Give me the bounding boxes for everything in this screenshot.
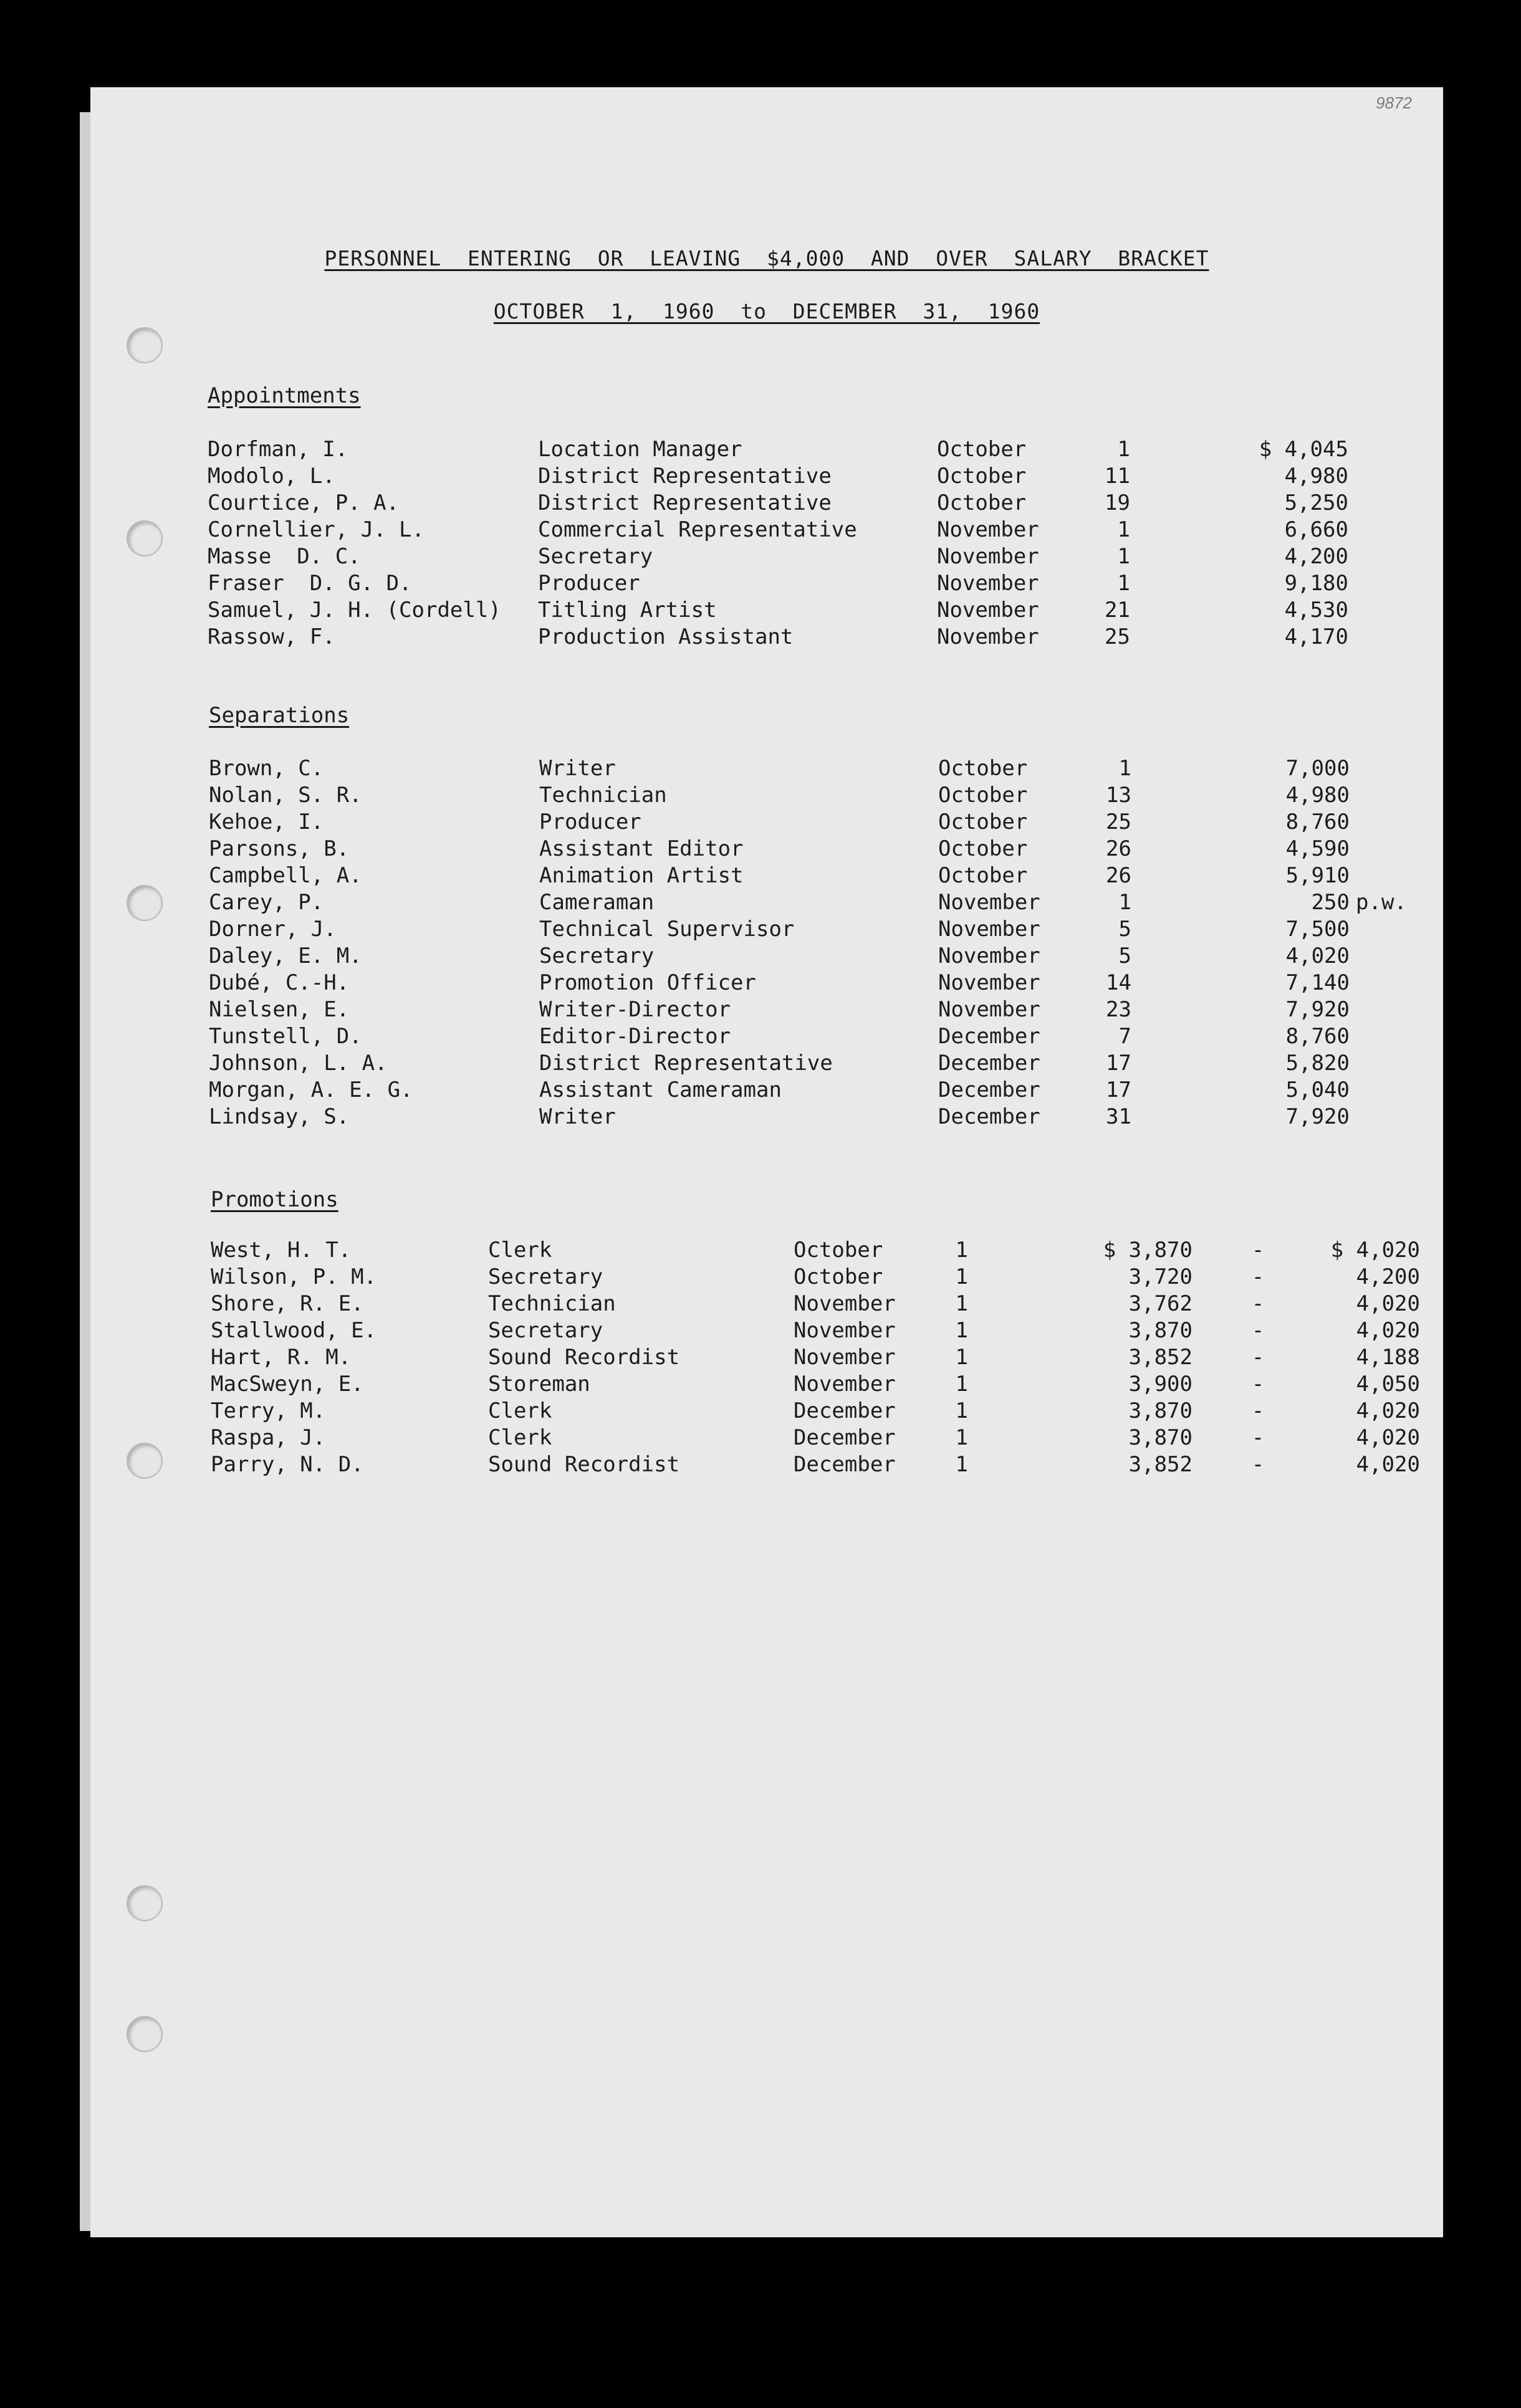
- appointments-position: Location Manager: [538, 437, 742, 462]
- separations-row: [209, 755, 1456, 782]
- archive-number: 9872: [1376, 93, 1412, 112]
- promotions-salary-from: 3,762: [1128, 1291, 1192, 1316]
- separations-month: November: [938, 890, 1040, 915]
- separations-position: Animation Artist: [539, 863, 744, 888]
- separations-salary: 8,760: [1285, 1024, 1350, 1049]
- separations-month: October: [938, 783, 1028, 808]
- separations-salary: 7,140: [1285, 970, 1350, 995]
- appointments-row: [208, 517, 1454, 543]
- appointments-salary: 6,660: [1284, 517, 1348, 542]
- separations-month: October: [938, 863, 1028, 888]
- promotions-name: Wilson, P. M.: [211, 1264, 377, 1289]
- promotions-salary-dash: -: [1251, 1398, 1265, 1423]
- separations-name: Johnson, L. A.: [209, 1051, 388, 1076]
- separations-row: [209, 862, 1456, 889]
- promotions-salary-dash: -: [1251, 1372, 1265, 1397]
- promotions-row: [211, 1398, 1457, 1425]
- separations-month: December: [938, 1051, 1040, 1076]
- separations-month: December: [938, 1104, 1040, 1129]
- promotions-salary-from: 3,870: [1128, 1318, 1192, 1343]
- separations-name: Parsons, B.: [209, 836, 350, 861]
- promotions-name: Parry, N. D.: [211, 1452, 364, 1477]
- promotions-position: Storeman: [488, 1372, 590, 1397]
- separations-row: [209, 1104, 1456, 1130]
- separations-name: Nolan, S. R.: [209, 783, 362, 808]
- appointments-position: Production Assistant: [538, 624, 794, 649]
- binder-hole-2: [127, 520, 163, 557]
- promotions-salary-dash: -: [1251, 1345, 1265, 1370]
- promotions-position: Clerk: [488, 1425, 552, 1450]
- separations-day: 26: [1106, 863, 1131, 888]
- separations-position: Producer: [539, 810, 641, 834]
- separations-day: 13: [1106, 783, 1131, 808]
- separations-row: [209, 809, 1456, 836]
- appointments-position: District Representative: [538, 490, 832, 515]
- promotions-salary-to: 4,020: [1356, 1291, 1420, 1316]
- separations-salary: 5,910: [1285, 863, 1350, 888]
- appointments-month: October: [937, 437, 1027, 462]
- separations-name: Morgan, A. E. G.: [209, 1077, 413, 1102]
- binder-hole-5: [127, 1885, 163, 1921]
- separations-day: 17: [1106, 1051, 1131, 1076]
- separations-day: 14: [1106, 970, 1131, 995]
- separations-month: December: [938, 1024, 1040, 1049]
- promotions-salary-dash: -: [1251, 1318, 1265, 1343]
- promotions-day: 1: [955, 1452, 968, 1477]
- promotions-day: 1: [955, 1345, 968, 1370]
- promotions-month: November: [794, 1318, 896, 1343]
- separations-name: Brown, C.: [209, 756, 324, 781]
- appointments-salary: 4,170: [1284, 624, 1348, 649]
- promotions-salary-to: $ 4,020: [1330, 1238, 1420, 1263]
- promotions-name: Shore, R. E.: [211, 1291, 364, 1316]
- separations-name: Carey, P.: [209, 890, 324, 915]
- separations-position: Writer: [539, 1104, 616, 1129]
- appointments-name: Modolo, L.: [208, 464, 335, 489]
- separations-salary: 4,020: [1285, 944, 1350, 968]
- separations-day: 7: [1118, 1024, 1131, 1049]
- separations-month: November: [938, 917, 1040, 942]
- separations-month: October: [938, 836, 1028, 861]
- promotions-day: 1: [955, 1291, 968, 1316]
- separations-row: [209, 836, 1456, 862]
- promotions-title: Promotions: [211, 1187, 338, 1212]
- separations-salary: 8,760: [1285, 810, 1350, 834]
- appointments-name: Samuel, J. H. (Cordell): [208, 598, 501, 623]
- binder-hole-3: [127, 885, 163, 921]
- separations-salary: 5,820: [1285, 1051, 1350, 1076]
- separations-position: Secretary: [539, 944, 655, 968]
- appointments-name: Rassow, F.: [208, 624, 335, 649]
- promotions-row: [211, 1237, 1457, 1264]
- appointments-title: Appointments: [208, 383, 361, 408]
- separations-day: 1: [1118, 756, 1131, 781]
- separations-name: Nielsen, E.: [209, 997, 350, 1022]
- promotions-name: MacSweyn, E.: [211, 1372, 364, 1397]
- separations-name: Campbell, A.: [209, 863, 362, 888]
- appointments-row: [208, 490, 1454, 517]
- promotions-month: October: [794, 1238, 883, 1263]
- separations-row: [209, 1077, 1456, 1104]
- appointments-row: [208, 436, 1454, 463]
- separations-month: November: [938, 997, 1040, 1022]
- separations-position: Assistant Editor: [539, 836, 744, 861]
- appointments-name: Masse D. C.: [208, 544, 361, 569]
- promotions-month: November: [794, 1345, 896, 1370]
- appointments-row: [208, 597, 1454, 624]
- appointments-position: Titling Artist: [538, 598, 717, 623]
- appointments-salary: 4,530: [1284, 598, 1348, 623]
- separations-row: [209, 970, 1456, 996]
- promotions-name: Terry, M.: [211, 1398, 326, 1423]
- promotions-salary-dash: -: [1251, 1452, 1265, 1477]
- promotions-position: Secretary: [488, 1318, 603, 1343]
- promotions-month: December: [794, 1425, 896, 1450]
- appointments-row: [208, 463, 1454, 490]
- document-date-range: OCTOBER 1, 1960 to DECEMBER 31, 1960: [493, 299, 1040, 323]
- promotions-salary-from: 3,870: [1128, 1425, 1192, 1450]
- promotions-name: Raspa, J.: [211, 1425, 326, 1450]
- promotions-salary-to: 4,020: [1356, 1425, 1420, 1450]
- promotions-month: November: [794, 1291, 896, 1316]
- promotions-position: Sound Recordist: [488, 1452, 680, 1477]
- appointments-position: Producer: [538, 571, 640, 596]
- binder-hole-6: [127, 2016, 163, 2052]
- promotions-salary-dash: -: [1251, 1425, 1265, 1450]
- appointments-month: October: [937, 464, 1027, 489]
- separations-day: 5: [1118, 917, 1131, 942]
- appointments-name: Fraser D. G. D.: [208, 571, 412, 596]
- promotions-salary-to: 4,020: [1356, 1452, 1420, 1477]
- binder-hole-4: [127, 1443, 163, 1479]
- appointments-month: November: [937, 517, 1039, 542]
- separations-position: Writer-Director: [539, 997, 731, 1022]
- promotions-position: Clerk: [488, 1398, 552, 1423]
- appointments-name: Courtice, P. A.: [208, 490, 400, 515]
- promotions-salary-from: 3,852: [1128, 1345, 1192, 1370]
- promotions-salary-from: 3,900: [1128, 1372, 1192, 1397]
- promotions-name: West, H. T.: [211, 1238, 352, 1263]
- promotions-position: Sound Recordist: [488, 1345, 680, 1370]
- appointments-salary: 4,980: [1284, 464, 1348, 489]
- separations-position: Writer: [539, 756, 616, 781]
- promotions-row: [211, 1451, 1457, 1478]
- appointments-day: 1: [1117, 544, 1130, 569]
- appointments-row: [208, 543, 1454, 570]
- promotions-day: 1: [955, 1372, 968, 1397]
- promotions-salary-to: 4,020: [1356, 1318, 1420, 1343]
- separations-salary: 4,980: [1285, 783, 1350, 808]
- binder-hole-1: [127, 327, 163, 363]
- separations-name: Lindsay, S.: [209, 1104, 350, 1129]
- appointments-day: 1: [1117, 517, 1130, 542]
- appointments-name: Dorfman, I.: [208, 437, 348, 462]
- promotions-position: Technician: [488, 1291, 616, 1316]
- separations-salary: 7,920: [1285, 997, 1350, 1022]
- separations-month: October: [938, 810, 1028, 834]
- promotions-salary-to: 4,020: [1356, 1398, 1420, 1423]
- separations-row: [209, 889, 1456, 916]
- separations-position: District Representative: [539, 1051, 833, 1076]
- separations-position: Technical Supervisor: [539, 917, 795, 942]
- appointments-day: 1: [1117, 571, 1130, 596]
- appointments-name: Cornellier, J. L.: [208, 517, 425, 542]
- appointments-day: 21: [1105, 598, 1130, 623]
- promotions-salary-dash: -: [1251, 1264, 1265, 1289]
- appointments-day: 25: [1105, 624, 1130, 649]
- appointments-salary: $ 4,045: [1259, 437, 1348, 462]
- promotions-name: Stallwood, E.: [211, 1318, 377, 1343]
- separations-position: Technician: [539, 783, 667, 808]
- promotions-salary-to: 4,200: [1356, 1264, 1420, 1289]
- appointments-position: District Representative: [538, 464, 832, 489]
- separations-day: 23: [1106, 997, 1131, 1022]
- separations-position: Promotion Officer: [539, 970, 756, 995]
- promotions-row: [211, 1264, 1457, 1291]
- separations-row: [209, 1023, 1456, 1050]
- promotions-month: October: [794, 1264, 883, 1289]
- separations-salary: 5,040: [1285, 1077, 1350, 1102]
- promotions-salary-dash: -: [1251, 1238, 1265, 1263]
- promotions-row: [211, 1371, 1457, 1398]
- promotions-position: Secretary: [488, 1264, 603, 1289]
- promotions-salary-from: 3,852: [1128, 1452, 1192, 1477]
- separations-row: [209, 943, 1456, 970]
- separations-day: 5: [1118, 944, 1131, 968]
- separations-salary: 7,920: [1285, 1104, 1350, 1129]
- promotions-salary-from: 3,720: [1128, 1264, 1192, 1289]
- separations-day: 17: [1106, 1077, 1131, 1102]
- appointments-month: November: [937, 544, 1039, 569]
- separations-day: 31: [1106, 1104, 1131, 1129]
- promotions-day: 1: [955, 1425, 968, 1450]
- promotions-name: Hart, R. M.: [211, 1345, 352, 1370]
- separations-row: [209, 1050, 1456, 1077]
- separations-month: December: [938, 1077, 1040, 1102]
- appointments-month: November: [937, 598, 1039, 623]
- page-edge-shadow: [80, 112, 91, 2231]
- separations-salary: 4,590: [1285, 836, 1350, 861]
- separations-row: [209, 782, 1456, 809]
- separations-name: Dubé, C.-H.: [209, 970, 350, 995]
- promotions-month: November: [794, 1372, 896, 1397]
- separations-note: p.w.: [1356, 890, 1407, 915]
- separations-position: Assistant Cameraman: [539, 1077, 782, 1102]
- separations-salary: 7,500: [1285, 917, 1350, 942]
- appointments-row: [208, 624, 1454, 651]
- promotions-salary-dash: -: [1251, 1291, 1265, 1316]
- separations-salary: 7,000: [1285, 756, 1350, 781]
- appointments-day: 19: [1105, 490, 1130, 515]
- promotions-row: [211, 1425, 1457, 1451]
- promotions-salary-to: 4,050: [1356, 1372, 1420, 1397]
- promotions-month: December: [794, 1398, 896, 1423]
- separations-month: November: [938, 970, 1040, 995]
- promotions-salary-from: $ 3,870: [1103, 1238, 1192, 1263]
- separations-name: Dorner, J.: [209, 917, 337, 942]
- separations-name: Daley, E. M.: [209, 944, 362, 968]
- appointments-salary: 9,180: [1284, 571, 1348, 596]
- promotions-salary-from: 3,870: [1128, 1398, 1192, 1423]
- separations-row: [209, 996, 1456, 1023]
- separations-day: 1: [1118, 890, 1131, 915]
- appointments-month: November: [937, 571, 1039, 596]
- separations-name: Kehoe, I.: [209, 810, 324, 834]
- separations-day: 26: [1106, 836, 1131, 861]
- appointments-day: 11: [1105, 464, 1130, 489]
- separations-position: Cameraman: [539, 890, 655, 915]
- appointments-salary: 5,250: [1284, 490, 1348, 515]
- separations-row: [209, 916, 1456, 943]
- separations-month: November: [938, 944, 1040, 968]
- promotions-month: December: [794, 1452, 896, 1477]
- appointments-position: Secretary: [538, 544, 653, 569]
- appointments-month: October: [937, 490, 1027, 515]
- promotions-day: 1: [955, 1238, 968, 1263]
- separations-month: October: [938, 756, 1028, 781]
- separations-position: Editor-Director: [539, 1024, 731, 1049]
- promotions-day: 1: [955, 1398, 968, 1423]
- promotions-day: 1: [955, 1264, 968, 1289]
- appointments-position: Commercial Representative: [538, 517, 857, 542]
- separations-title: Separations: [209, 703, 350, 728]
- document-page: [90, 87, 1443, 2237]
- appointments-month: November: [937, 624, 1039, 649]
- appointments-day: 1: [1117, 437, 1130, 462]
- separations-day: 25: [1106, 810, 1131, 834]
- separations-salary: 250: [1311, 890, 1350, 915]
- promotions-row: [211, 1291, 1457, 1317]
- appointments-salary: 4,200: [1284, 544, 1348, 569]
- promotions-row: [211, 1317, 1457, 1344]
- appointments-row: [208, 570, 1454, 597]
- document-heading: PERSONNEL ENTERING OR LEAVING $4,000 AND OVER SALARY BRACKET: [324, 246, 1209, 270]
- promotions-position: Clerk: [488, 1238, 552, 1263]
- promotions-row: [211, 1344, 1457, 1371]
- promotions-day: 1: [955, 1318, 968, 1343]
- separations-name: Tunstell, D.: [209, 1024, 362, 1049]
- promotions-salary-to: 4,188: [1356, 1345, 1420, 1370]
